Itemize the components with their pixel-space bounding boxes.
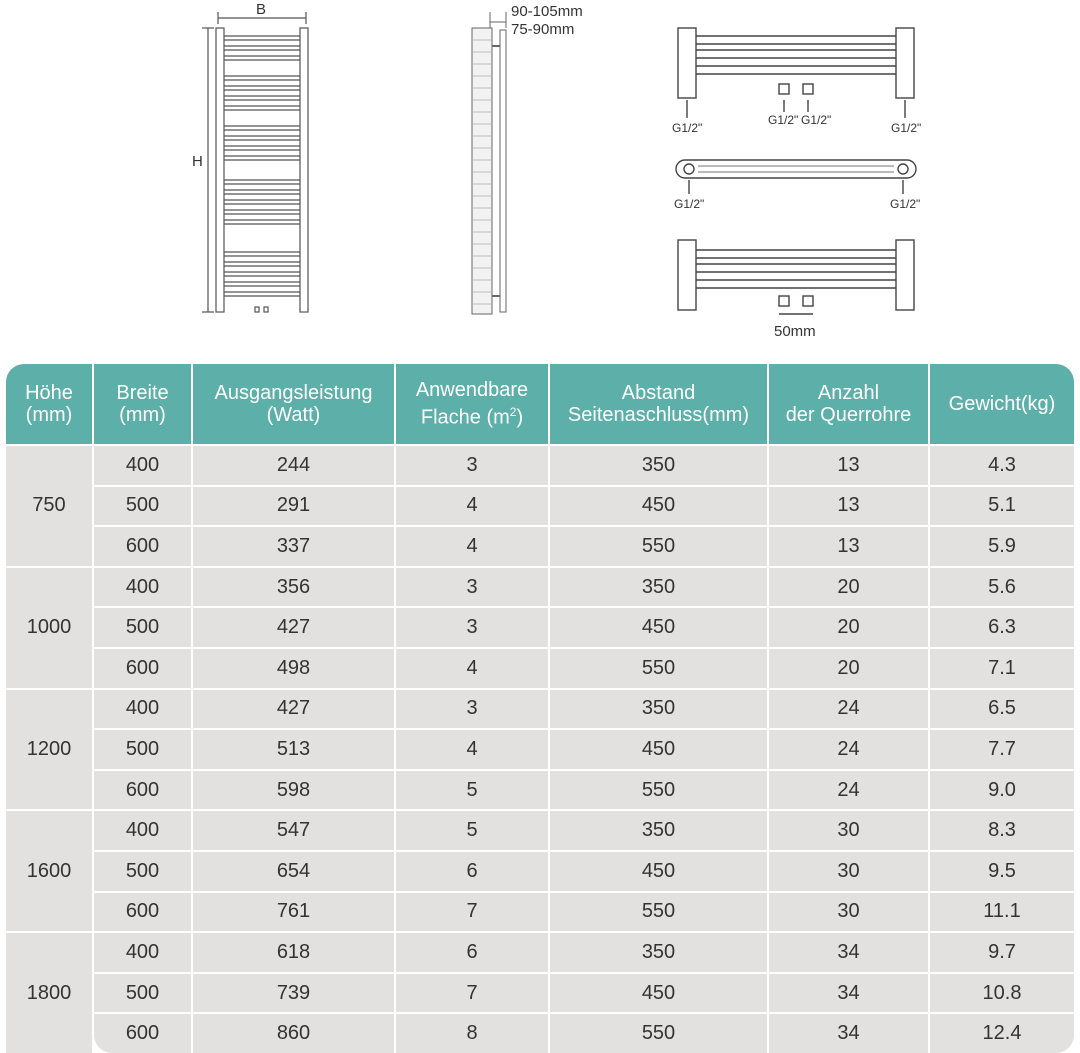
weight-cell: 8.3 <box>930 811 1074 850</box>
output-cell: 761 <box>193 893 394 932</box>
crossbars-cell: 13 <box>769 446 928 485</box>
crossbars-cell: 24 <box>769 771 928 810</box>
output-cell: 498 <box>193 649 394 688</box>
output-cell: 860 <box>193 1014 394 1053</box>
area-cell: 6 <box>396 933 548 972</box>
header-side-distance: Abstand Seitenaschluss(mm) <box>550 364 767 444</box>
height-cell: 1600 <box>6 811 92 931</box>
width-cell: 500 <box>94 974 191 1013</box>
output-cell: 427 <box>193 608 394 647</box>
table-row <box>6 568 1074 607</box>
side-distance-cell: 550 <box>550 771 767 810</box>
area-cell: 8 <box>396 1014 548 1053</box>
height-cell: 1000 <box>6 568 92 688</box>
crossbars-cell: 34 <box>769 1014 928 1053</box>
area-cell: 3 <box>396 568 548 607</box>
spacing-label: 50mm <box>774 323 816 340</box>
output-cell: 618 <box>193 933 394 972</box>
table-row <box>6 974 1074 1013</box>
side-distance-cell: 450 <box>550 730 767 769</box>
side-distance-cell: 550 <box>550 1014 767 1053</box>
weight-cell: 12.4 <box>930 1014 1074 1053</box>
crossbars-cell: 30 <box>769 852 928 891</box>
weight-cell: 6.5 <box>930 690 1074 729</box>
width-cell: 600 <box>94 527 191 566</box>
output-cell: 291 <box>193 487 394 526</box>
width-cell: 400 <box>94 811 191 850</box>
area-cell: 7 <box>396 974 548 1013</box>
weight-cell: 9.5 <box>930 852 1074 891</box>
thread-label-right: G1/2" <box>891 121 922 135</box>
side-distance-cell: 450 <box>550 487 767 526</box>
side-distance-cell: 450 <box>550 852 767 891</box>
width-label: B <box>256 1 267 18</box>
table-row <box>6 811 1074 850</box>
crossbars-cell: 34 <box>769 974 928 1013</box>
width-cell: 500 <box>94 608 191 647</box>
output-cell: 739 <box>193 974 394 1013</box>
output-cell: 356 <box>193 568 394 607</box>
table-row <box>6 730 1074 769</box>
width-cell: 500 <box>94 487 191 526</box>
table-row <box>6 446 1074 485</box>
width-cell: 500 <box>94 730 191 769</box>
side-distance-cell: 450 <box>550 608 767 647</box>
output-cell: 513 <box>193 730 394 769</box>
output-cell: 654 <box>193 852 394 891</box>
side-distance-cell: 550 <box>550 893 767 932</box>
crossbars-cell: 13 <box>769 487 928 526</box>
side-distance-cell: 350 <box>550 446 767 485</box>
area-cell: 4 <box>396 487 548 526</box>
table-row <box>6 649 1074 688</box>
header-output: Ausgangsleistung (Watt) <box>193 364 394 444</box>
width-cell: 600 <box>94 649 191 688</box>
crossbars-cell: 30 <box>769 811 928 850</box>
connection-view-bottom <box>678 240 914 314</box>
front-view-drawing <box>202 12 308 312</box>
width-cell: 500 <box>94 852 191 891</box>
thread-label-left: G1/2" <box>672 121 703 135</box>
weight-cell: 4.3 <box>930 446 1074 485</box>
area-cell: 5 <box>396 811 548 850</box>
side-distance-cell: 350 <box>550 568 767 607</box>
crossbars-cell: 30 <box>769 893 928 932</box>
crossbars-cell: 20 <box>769 649 928 688</box>
area-cell: 3 <box>396 608 548 647</box>
area-cell: 7 <box>396 893 548 932</box>
table-row <box>6 893 1074 932</box>
thread-label-right-2: G1/2" <box>890 197 921 211</box>
weight-cell: 7.1 <box>930 649 1074 688</box>
weight-cell: 11.1 <box>930 893 1074 932</box>
header-row <box>6 364 1074 444</box>
width-cell: 600 <box>94 1014 191 1053</box>
side-distance-cell: 350 <box>550 933 767 972</box>
area-cell: 4 <box>396 649 548 688</box>
width-cell: 400 <box>94 933 191 972</box>
table-row <box>6 527 1074 566</box>
weight-cell: 6.3 <box>930 608 1074 647</box>
weight-cell: 7.7 <box>930 730 1074 769</box>
weight-cell: 9.0 <box>930 771 1074 810</box>
table-row <box>6 690 1074 729</box>
output-cell: 244 <box>193 446 394 485</box>
width-cell: 400 <box>94 568 191 607</box>
weight-cell: 9.7 <box>930 933 1074 972</box>
table-row <box>6 487 1074 526</box>
header-height: Höhe (mm) <box>6 364 92 444</box>
thread-label-left-2: G1/2" <box>674 197 705 211</box>
area-cell: 4 <box>396 730 548 769</box>
height-cell: 750 <box>6 446 92 566</box>
offset-label-bottom: 75-90mm <box>511 21 575 38</box>
side-distance-cell: 450 <box>550 974 767 1013</box>
output-cell: 547 <box>193 811 394 850</box>
area-cell: 3 <box>396 690 548 729</box>
table-row <box>6 852 1074 891</box>
crossbars-cell: 24 <box>769 690 928 729</box>
output-cell: 598 <box>193 771 394 810</box>
weight-cell: 5.6 <box>930 568 1074 607</box>
header-area: Anwendbare Flache $(m^2)$ <box>396 364 548 444</box>
width-cell: 600 <box>94 771 191 810</box>
radiator-diagrams <box>0 0 1080 355</box>
table-row <box>6 608 1074 647</box>
connection-view-side <box>678 28 914 118</box>
area-cell: 3 <box>396 446 548 485</box>
height-cell: 1200 <box>6 690 92 810</box>
output-cell: 337 <box>193 527 394 566</box>
crossbars-cell: 34 <box>769 933 928 972</box>
spec-table <box>4 362 1076 1053</box>
weight-cell: 5.1 <box>930 487 1074 526</box>
offset-label-top: 90-105mm <box>511 3 583 20</box>
crossbars-cell: 13 <box>769 527 928 566</box>
crossbars-cell: 24 <box>769 730 928 769</box>
output-cell: 427 <box>193 690 394 729</box>
header-crossbars: Anzahl der Querrohre <box>769 364 928 444</box>
width-cell: 600 <box>94 893 191 932</box>
area-cell: 6 <box>396 852 548 891</box>
weight-cell: 5.9 <box>930 527 1074 566</box>
side-view-drawing <box>472 12 506 314</box>
width-cell: 400 <box>94 446 191 485</box>
area-cell: 4 <box>396 527 548 566</box>
crossbars-cell: 20 <box>769 608 928 647</box>
crossbars-cell: 20 <box>769 568 928 607</box>
area-cell: 5 <box>396 771 548 810</box>
side-distance-cell: 550 <box>550 649 767 688</box>
connection-view-top <box>676 160 916 194</box>
thread-label-mid-b: G1/2" <box>801 113 832 127</box>
table-row <box>6 771 1074 810</box>
side-distance-cell: 350 <box>550 690 767 729</box>
height-label: H <box>192 153 203 170</box>
width-cell: 400 <box>94 690 191 729</box>
table-row <box>6 1014 1074 1053</box>
header-width: Breite (mm) <box>94 364 191 444</box>
technical-drawings <box>0 0 1080 355</box>
weight-cell: 10.8 <box>930 974 1074 1013</box>
header-weight: Gewicht(kg) <box>930 364 1074 444</box>
height-cell: 1800 <box>6 933 92 1053</box>
thread-label-mid-a: G1/2" <box>768 113 799 127</box>
table-row <box>6 933 1074 972</box>
side-distance-cell: 350 <box>550 811 767 850</box>
side-distance-cell: 550 <box>550 527 767 566</box>
